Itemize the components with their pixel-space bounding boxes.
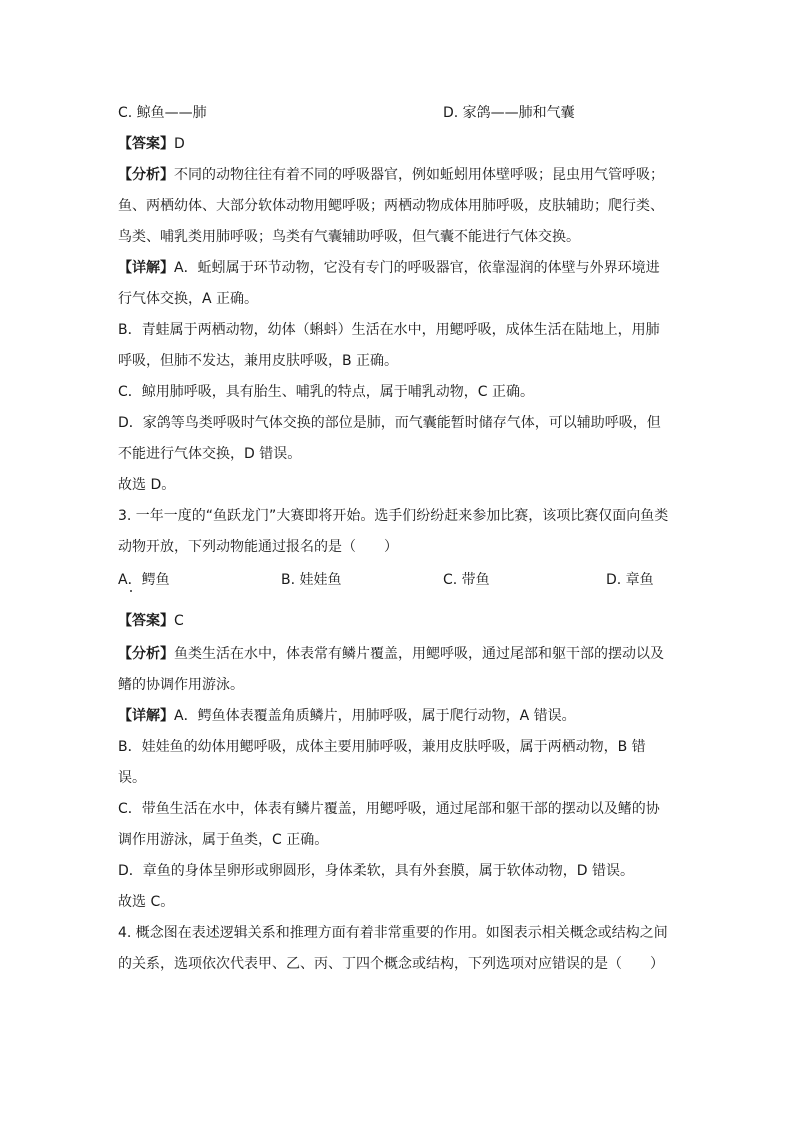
q2-analysis-line-1	[118, 165, 664, 185]
answer-value: C	[174, 613, 184, 629]
analysis-text: 鱼类生活在水中，体表常有鳞片覆盖，用鳃呼吸，通过尾部和躯干部的摆动以及	[174, 646, 664, 662]
analysis-tag: 【分析】	[118, 646, 174, 662]
answer-value: D	[174, 136, 185, 152]
answer-tag: 【答案】	[118, 136, 174, 152]
detail-tag: 【详解】	[118, 708, 174, 724]
detail-tag: 【详解】	[118, 260, 174, 276]
q3-detail-line-5: 调作用游泳，属于鱼类，C 正确。	[118, 832, 329, 848]
q2-detail-line-5: C．鲸用肺呼吸，具有胎生、哺乳的特点，属于哺乳动物，C 正确。	[118, 384, 534, 400]
q2-answer	[118, 134, 185, 154]
q2-option-d: D. 家鸽——肺和气囊	[443, 105, 575, 121]
q3-stem-line-2: 动物开放，下列动物能通过报名的是（ ）	[118, 539, 398, 555]
stray-dot-mark	[130, 590, 132, 592]
q2-conclusion: 故选 D。	[118, 477, 176, 493]
detail-text: A．鳄鱼体表覆盖角质鳞片，用肺呼吸，属于爬行动物，A 错误。	[174, 708, 576, 724]
q3-option-b: B. 娃娃鱼	[281, 572, 342, 588]
q3-detail-line-6: D．章鱼的身体呈卵形或卵圆形，身体柔软，具有外套膜，属于软体动物，D 错误。	[118, 863, 635, 879]
analysis-text: 不同的动物往往有着不同的呼吸器官，例如蚯蚓用体壁呼吸；昆虫用气管呼吸；	[174, 167, 664, 183]
q2-analysis-line-3: 鸟类、哺乳类用肺呼吸；鸟类有气囊辅助呼吸，但气囊不能进行气体交换。	[118, 229, 580, 245]
q2-detail-line-6: D．家鸽等鸟类呼吸时气体交换的部位是肺，而气囊能暂时储存气体，可以辅助呼吸，但	[118, 415, 661, 431]
detail-text: A．蚯蚓属于环节动物，它没有专门的呼吸器官，依靠湿润的体壁与外界环境进	[174, 260, 660, 276]
q3-detail-line-3: 误。	[118, 770, 146, 786]
q2-detail-line-3: B．青蛙属于两栖动物，幼体（蝌蚪）生活在水中，用鳃呼吸，成体生活在陆地上，用肺	[118, 322, 660, 338]
answer-tag: 【答案】	[118, 613, 174, 629]
q3-option-d: D. 章鱼	[606, 572, 654, 588]
q2-detail-line-4: 呼吸，但肺不发达，兼用皮肤呼吸，B 正确。	[118, 353, 399, 369]
q2-detail-line-7: 不能进行气体交换，D 错误。	[118, 446, 302, 462]
q2-option-c: C. 鲸鱼——肺	[118, 105, 207, 121]
q3-detail-line-2: B．娃娃鱼的幼体用鳃呼吸，成体主要用肺呼吸，兼用皮肤呼吸，属于两栖动物，B 错	[118, 739, 646, 755]
q4-stem-line-1: 4. 概念图在表述逻辑关系和推理方面有着非常重要的作用。如图表示相关概念或结构之间	[118, 925, 668, 941]
q4-stem-line-2: 的关系，选项依次代表甲、乙、丙、丁四个概念或结构，下列选项对应错误的是（ ）	[118, 956, 664, 972]
q3-conclusion: 故选 C。	[118, 894, 175, 910]
analysis-tag: 【分析】	[118, 167, 174, 183]
q3-analysis-line-1	[118, 644, 664, 664]
q3-detail-line-4: C．带鱼生活在水中，体表有鳞片覆盖，用鳃呼吸，通过尾部和躯干部的摆动以及鳍的协	[118, 801, 660, 817]
q3-detail-line-1	[118, 706, 576, 726]
q3-option-a: A．鳄鱼	[118, 572, 170, 588]
q3-option-c: C. 带鱼	[443, 572, 490, 588]
q3-answer	[118, 611, 184, 631]
q2-detail-line-1	[118, 258, 660, 278]
q3-analysis-line-2: 鳍的协调作用游泳。	[118, 677, 244, 693]
q3-stem-line-1: 3. 一年一度的“鱼跃龙门”大赛即将开始。选手们纷纷赶来参加比赛，该项比赛仅面向鱼类	[118, 508, 669, 524]
q2-detail-line-2: 行气体交换，A 正确。	[118, 291, 259, 307]
q2-analysis-line-2: 鱼、两栖幼体、大部分软体动物用鳃呼吸；两栖动物成体用肺呼吸，皮肤辅助；爬行类、	[118, 198, 664, 214]
